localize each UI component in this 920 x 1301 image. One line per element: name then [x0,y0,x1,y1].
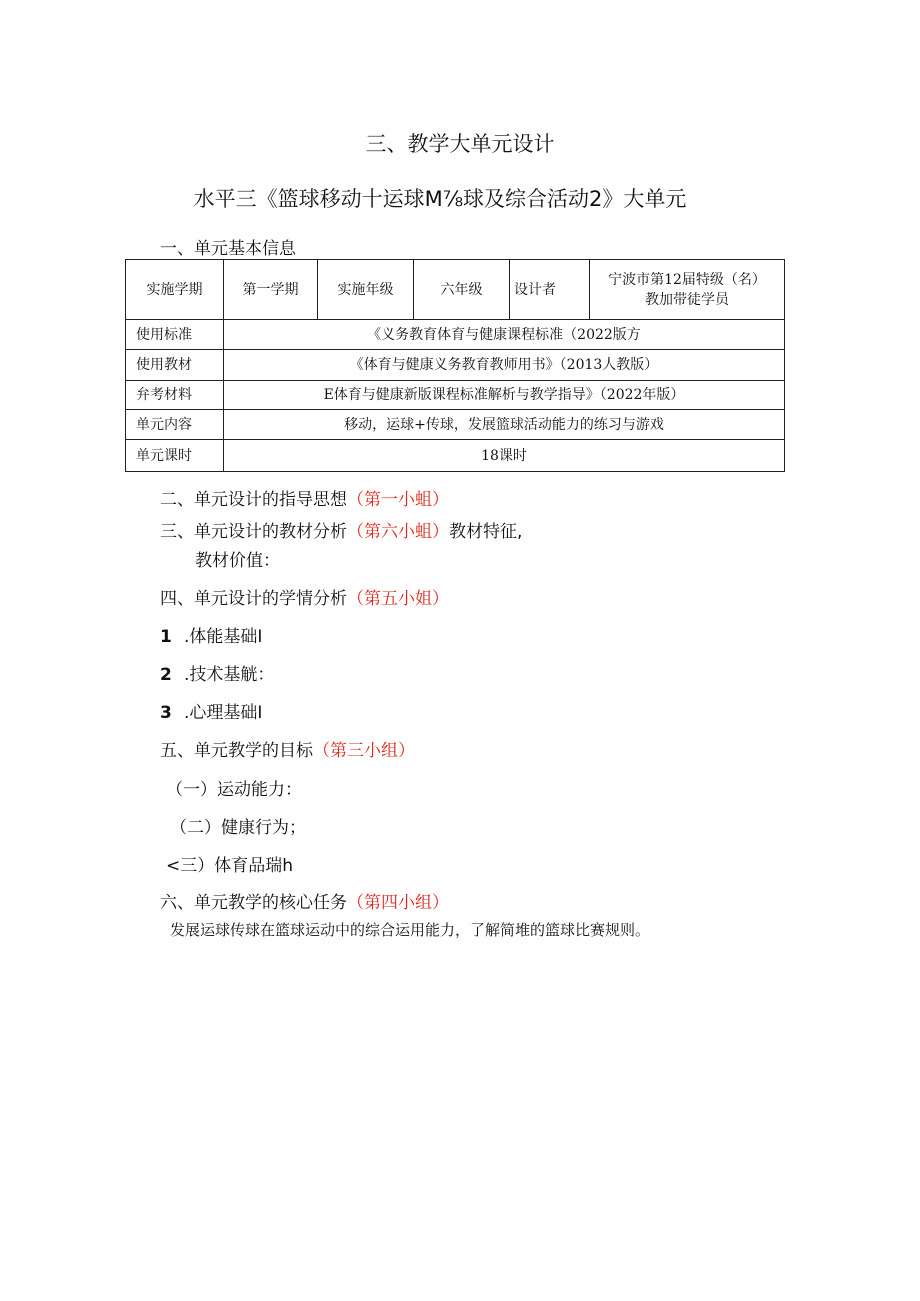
section-2-group: （第一小蛆） [347,490,449,510]
designer-value-line1: 宁波市第12届特级（名） [608,271,766,288]
grade-label: 实施年级 [318,260,414,320]
designer-value-line2: 教加带徒学员 [645,291,729,308]
table-row [126,440,785,472]
designer-value [590,260,785,320]
section-4-group: （第五小姐） [347,589,449,609]
goal-item: （二）健康行为； [170,818,306,838]
section-5-text: 五、单元教学的目标 [160,741,313,761]
grade-value: 六年级 [414,260,510,320]
list-item [160,622,262,647]
section-6-group: （第四小组） [347,893,449,913]
goal-item: <三）体育品瑞h [166,856,294,876]
hours-label: 单元课时 [126,440,224,472]
textbook-value: 《体育与健康义务教育教师用书》（2013人教版） [224,350,785,381]
semester-label: 实施学期 [126,260,224,320]
page-title: 三、教学大单元设计 [365,132,555,156]
reference-value: E体育与健康新版课程标准解析与教学指导》（2022年版） [224,381,785,410]
section-5-group: （第三小组） [313,741,415,761]
semester-value: 第一学期 [224,260,318,320]
section-4-heading [160,584,449,609]
section-6-text: 六、单元教学的核心任务 [160,893,347,913]
section-3-text: 三、单元设计的教材分析 [160,522,347,542]
goal-item: （一）运动能力： [166,780,302,800]
reference-label: 弁考材料 [126,381,224,410]
section-1-heading: 一、单元基本信息 [160,239,296,259]
item-number: 1 [160,627,172,647]
section-2-text: 二、单元设计的指导思想 [160,490,347,510]
section-6-heading [160,888,449,913]
table-row [126,381,785,410]
item-text: .心理基础I [184,703,263,723]
table-row [126,350,785,381]
standard-value: 《义务教育体育与健康课程标准（2022版方 [224,320,785,350]
content-label: 单元内容 [126,410,224,440]
content-value: 移动，运球+传球，发展篮球活动能力的练习与游戏 [224,410,785,440]
unit-info-table [125,259,785,472]
standard-label: 使用标准 [126,320,224,350]
textbook-label: 使用教材 [126,350,224,381]
section-5-heading [160,736,415,761]
table-row [126,260,785,320]
section-4-text: 四、单元设计的学情分析 [160,589,347,609]
table-row [126,410,785,440]
item-text: .技术基觥： [184,665,275,685]
core-task-text: 发展运球传球在篮球运动中的综合运用能力，了解简堆的篮球比赛规则。 [170,921,651,939]
item-number: 2 [160,665,172,685]
section-3-tail: 教材特征, [449,522,523,542]
designer-label: 设计者 [510,260,590,320]
list-item [160,698,262,723]
section-3-group: （第六小蛆） [347,522,449,542]
section-3-heading [160,517,522,542]
hours-value: 18课时 [224,440,785,472]
section-3-line2: 教材价值： [195,551,280,571]
list-item [160,660,274,685]
section-2-heading [160,485,449,510]
unit-subtitle: 水平三《篮球移动十运球M⅞球及综合活动2》大单元 [193,187,687,211]
item-number: 3 [160,703,172,723]
item-text: .体能基础I [184,627,263,647]
table-row [126,320,785,350]
